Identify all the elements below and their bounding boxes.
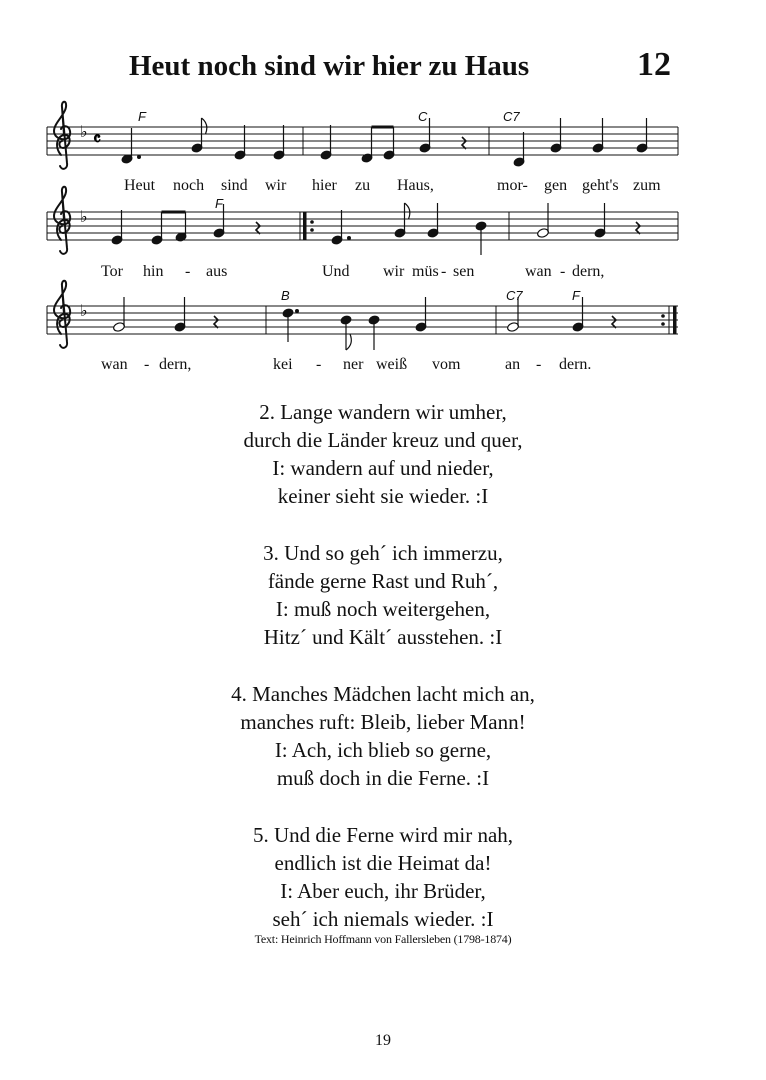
verse-line: keiner sieht sie wieder. :I bbox=[277, 484, 489, 508]
verse-line: fände gerne Rast und Ruh´, bbox=[267, 569, 499, 593]
chord-row-1 bbox=[138, 109, 520, 124]
treble-clef-icon bbox=[54, 102, 70, 169]
sheet-music bbox=[0, 0, 766, 380]
page-number: 19 bbox=[375, 1032, 391, 1049]
lyric-syllable: hier bbox=[312, 177, 337, 194]
lyric-syllable: müs bbox=[412, 263, 439, 280]
lyrics-row-3 bbox=[101, 356, 591, 373]
flat-icon: ♭ bbox=[80, 122, 88, 141]
lyric-syllable: sind bbox=[221, 177, 248, 194]
lyric-syllable: dern, bbox=[159, 356, 192, 373]
verse-line: muß doch in die Ferne. :I bbox=[276, 766, 490, 790]
flat-icon: ♭ bbox=[80, 301, 88, 320]
flat-icon: ♭ bbox=[80, 207, 88, 226]
verse-line: I: wandern auf und nieder, bbox=[272, 456, 494, 480]
verse-line: I: Aber euch, ihr Brüder, bbox=[280, 879, 486, 903]
verse-3 bbox=[0, 539, 766, 651]
lyric-syllable: weiß bbox=[376, 356, 408, 373]
chord-row-3 bbox=[281, 288, 581, 303]
staff-system-3 bbox=[47, 281, 678, 373]
lyric-syllable: - bbox=[185, 263, 191, 280]
lyric-syllable: ner bbox=[343, 356, 364, 373]
verse-5 bbox=[0, 821, 766, 933]
lyric-syllable: vom bbox=[432, 356, 461, 373]
lyric-syllable: gen bbox=[544, 177, 568, 194]
song-number: 12 bbox=[637, 46, 671, 83]
lyric-syllable: wan bbox=[525, 263, 552, 280]
chord-symbol: C7 bbox=[503, 109, 520, 124]
lyric-syllable: an bbox=[505, 356, 521, 373]
chord-symbol: F bbox=[138, 109, 146, 124]
lyric-syllable: Tor bbox=[101, 263, 123, 280]
lyric-syllable: Haus, bbox=[397, 177, 434, 194]
staff-system-1 bbox=[47, 102, 678, 194]
verse-line: 5. Und die Ferne wird mir nah, bbox=[252, 823, 514, 847]
lyric-syllable: wir bbox=[383, 263, 405, 280]
verse-line: 3. Und so geh´ ich immerzu, bbox=[263, 541, 503, 565]
verse-line: Hitz´ und Kält´ ausstehen. :I bbox=[263, 625, 503, 649]
lyric-syllable: dern. bbox=[559, 356, 592, 373]
verse-line: I: muß noch weitergehen, bbox=[275, 597, 491, 621]
lyric-syllable: geht's bbox=[582, 177, 619, 194]
lyrics-row-2 bbox=[101, 263, 604, 280]
lyric-syllable: mor- bbox=[497, 177, 528, 194]
lyric-syllable: sen bbox=[453, 263, 475, 280]
text-credit: Text: Heinrich Hoffmann von Fallersleben (1798-1874) bbox=[254, 932, 512, 946]
lyric-syllable: - bbox=[441, 263, 447, 280]
lyric-syllable: - bbox=[316, 356, 322, 373]
lyric-syllable: aus bbox=[206, 263, 228, 280]
treble-clef-icon bbox=[54, 281, 70, 348]
lyric-syllable: kei bbox=[273, 356, 293, 373]
lyric-syllable: Heut bbox=[124, 177, 156, 194]
lyric-syllable: Und bbox=[322, 263, 350, 280]
verse-line: 2. Lange wandern wir umher, bbox=[259, 400, 507, 424]
verse-line: 4. Manches Mädchen lacht mich an, bbox=[231, 682, 535, 706]
verse-line: endlich ist die Heimat da! bbox=[274, 851, 492, 875]
chord-symbol: B bbox=[281, 288, 290, 303]
lyric-syllable: dern, bbox=[572, 263, 605, 280]
verse-4 bbox=[0, 680, 766, 792]
lyric-syllable: wan bbox=[101, 356, 128, 373]
chord-symbol: C bbox=[418, 109, 428, 124]
verse-line: durch die Länder kreuz und quer, bbox=[243, 428, 523, 452]
verse-line: I: Ach, ich blieb so gerne, bbox=[274, 738, 492, 762]
verse-line: manches ruft: Bleib, lieber Mann! bbox=[240, 710, 526, 734]
treble-clef-icon bbox=[54, 187, 70, 254]
verses bbox=[0, 398, 766, 962]
chord-symbol: F bbox=[215, 196, 223, 211]
lyric-syllable: - bbox=[144, 356, 150, 373]
verse-line: seh´ ich niemals wieder. :I bbox=[272, 907, 494, 931]
lyric-syllable: wir bbox=[265, 177, 287, 194]
chord-symbol: F bbox=[572, 288, 580, 303]
lyric-syllable: zum bbox=[633, 177, 661, 194]
lyric-syllable: hin bbox=[143, 263, 164, 280]
lyric-syllable: - bbox=[536, 356, 542, 373]
verse-2 bbox=[0, 398, 766, 510]
lyrics-row-1 bbox=[124, 177, 661, 194]
chord-symbol: C7 bbox=[506, 288, 523, 303]
lyric-syllable: noch bbox=[173, 177, 205, 194]
common-time-icon: 𝄴 bbox=[93, 129, 102, 149]
lyric-syllable: zu bbox=[355, 177, 371, 194]
chord-row-2 bbox=[215, 196, 224, 211]
song-title: Heut noch sind wir hier zu Haus bbox=[129, 50, 530, 82]
staff-system-2 bbox=[47, 187, 678, 280]
lyric-syllable: - bbox=[560, 263, 566, 280]
